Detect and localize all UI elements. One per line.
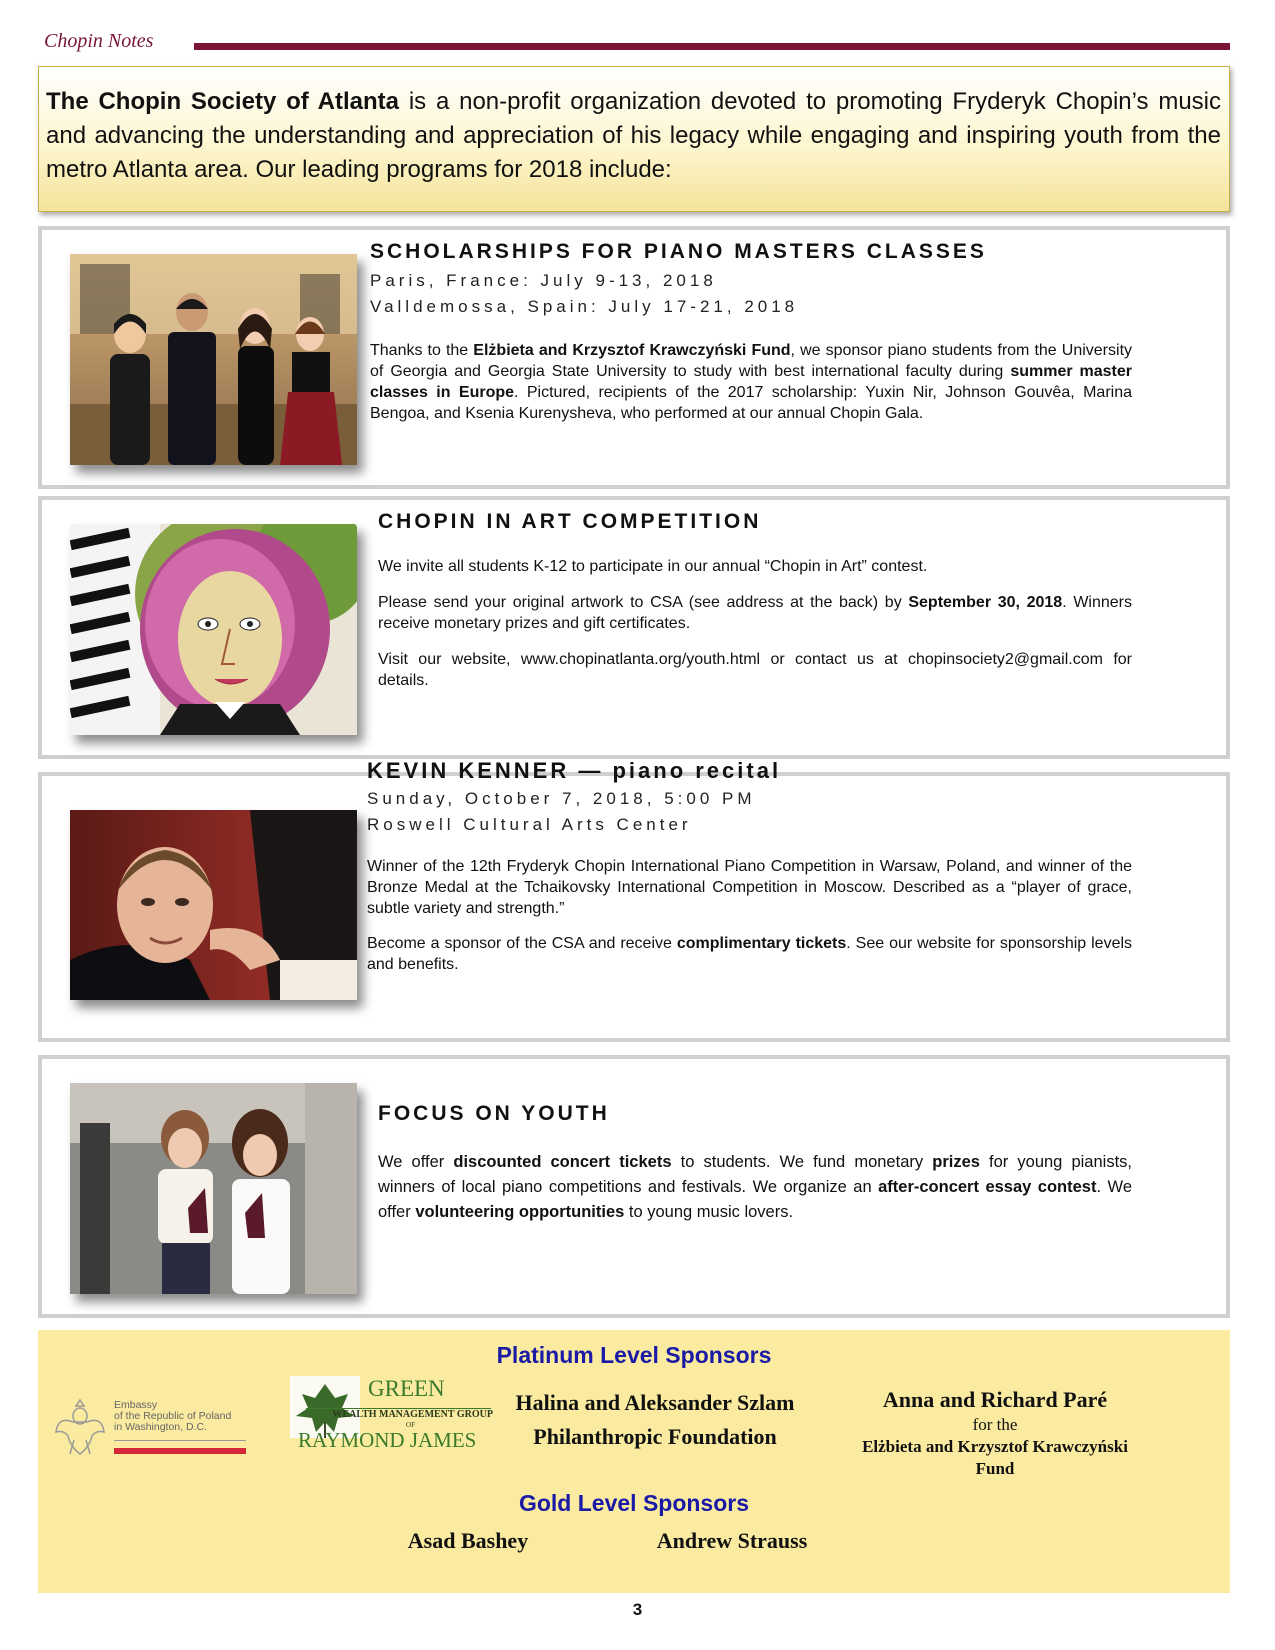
chopin-art-deadline: September 30, 2018 xyxy=(908,594,1063,611)
youth-description xyxy=(378,1150,1132,1225)
page-number: 3 xyxy=(632,1600,643,1619)
kenner-sponsor-text: Become a sponsor of the CSA and receive xyxy=(367,935,677,952)
pare-names: Anna and Richard Paré xyxy=(882,1387,1108,1412)
pare-fund-word: Fund xyxy=(975,1459,1015,1478)
youth-photo-image xyxy=(70,1083,357,1294)
szlam-line-1: Halina and Aleksander Szlam xyxy=(515,1390,795,1415)
scholarships-section xyxy=(370,240,1132,424)
sponsors-panel xyxy=(38,1330,1230,1593)
scholarships-paris-dates: Paris, France: July 9-13, 2018 xyxy=(370,271,717,290)
intro-text: is a non-profit organization devoted to promoting Fryderyk Chopin’s music and advancing the understanding and appreciation of his legacy while engaging and inspiring youth from the metro Atlanta area. Our leading programs for 2018 include: xyxy=(46,88,1222,183)
raymond-james-name: RAYMOND JAMES xyxy=(298,1428,477,1452)
youth-heading: FOCUS ON YOUTH xyxy=(378,1102,610,1125)
scholarships-text-1: Thanks to the xyxy=(370,342,474,359)
chopin-art-invite: We invite all students K-12 to participate in our annual “Chopin in Art” contest. xyxy=(378,558,928,575)
krawczynski-fund-name: Elżbieta and Krzysztof Krawczyński Fund xyxy=(473,342,791,359)
youth-section xyxy=(378,1102,1132,1225)
embassy-line-1: Embassy xyxy=(114,1399,158,1411)
chopin-art-prizes-text: . Winners receive monetary prizes and gift certificates. xyxy=(378,594,1133,632)
youth-text-5: to young music lovers. xyxy=(624,1203,794,1221)
green-logo-word: GREEN xyxy=(368,1376,445,1401)
chopin-art-contact: Visit our website, www.chopinatlanta.org/youth.html or contact us at chopinsociety2@gmail.com for details. xyxy=(378,651,1132,689)
summer-master-classes: summer master classes in Europe xyxy=(370,363,1133,401)
embassy-sponsor xyxy=(54,1396,284,1466)
youth-prizes: prizes xyxy=(932,1153,980,1171)
gold-sponsor-strauss: Andrew Strauss xyxy=(656,1528,808,1553)
chopin-artwork-image xyxy=(70,524,357,735)
kenner-sponsor-note xyxy=(367,933,1132,975)
embassy-rule xyxy=(114,1440,246,1441)
gold-sponsors-heading: Gold Level Sponsors xyxy=(518,1490,750,1516)
scholarships-text-2: , we sponsor piano students from the University of Georgia and Georgia State University to study with best international faculty during xyxy=(370,342,1133,380)
youth-text-1: We offer xyxy=(378,1153,454,1171)
essay-contest: after-concert essay contest xyxy=(878,1178,1097,1196)
intro-org-name: The Chopin Society of Atlanta xyxy=(46,88,400,115)
intro-box xyxy=(38,66,1230,212)
embassy-red-bar xyxy=(114,1448,246,1454)
polish-eagle-icon xyxy=(54,1396,106,1458)
volunteering-opportunities: volunteering opportunities xyxy=(415,1203,625,1221)
scholarships-heading: SCHOLARSHIPS FOR PIANO MASTERS CLASSES xyxy=(370,240,987,263)
young-pianists-photo xyxy=(70,1083,357,1294)
szlam-line-2: Philanthropic Foundation xyxy=(533,1424,777,1449)
pare-for-the: for the xyxy=(972,1415,1018,1434)
kenner-venue: Roswell Cultural Arts Center xyxy=(367,815,692,834)
discounted-tickets: discounted concert tickets xyxy=(453,1153,672,1171)
scholarship-photo-image xyxy=(70,254,357,465)
kenner-photo-image xyxy=(70,810,357,1000)
kenner-heading: KEVIN KENNER — piano recital xyxy=(367,758,782,783)
kenner-sponsor-levels-text: . See our website for sponsorship levels and benefits. xyxy=(367,935,1133,973)
green-wealth-sponsor xyxy=(288,1376,493,1476)
pare-sponsor xyxy=(830,1386,1160,1480)
szlam-foundation-sponsor xyxy=(500,1386,810,1454)
youth-text-4: . We offer xyxy=(378,1178,1132,1221)
kenner-section xyxy=(367,758,1132,975)
chopin-art-submission xyxy=(378,592,1132,634)
kenner-bio: Winner of the 12th Fryderyk Chopin International Piano Competition in Warsaw, Poland, and winner of the Bronze Medal at the Tchaikovsky International Competition in Moscow. Described as a “player of grace, subtle variety and strength.” xyxy=(367,858,1132,917)
chopin-art-section xyxy=(378,510,1132,691)
youth-text-2: to students. We fund monetary xyxy=(671,1153,933,1171)
chopin-portrait-artwork xyxy=(70,524,357,735)
youth-text-3: for young pianists, winners of local piano competitions and festivals. We organize an xyxy=(378,1153,1132,1196)
scholarships-text-3: . Pictured, recipients of the 2017 scholarship: Yuxin Nir, Johnson Gouvêa, Marina Bengoa, and Ksenia Kurenysheva, who performed at our annual Chopin Gala. xyxy=(370,384,1133,422)
kevin-kenner-photo xyxy=(70,810,357,1000)
pare-fund-name: Elżbieta and Krzysztof Krawczyński xyxy=(862,1437,1128,1456)
gold-sponsor-bashey: Asad Bashey xyxy=(407,1528,529,1553)
green-logo-subtitle: WEALTH MANAGEMENT GROUP xyxy=(332,1409,493,1420)
kenner-date: Sunday, October 7, 2018, 5:00 PM xyxy=(367,789,756,808)
header-rule xyxy=(194,43,1230,50)
scholarship-recipients-photo xyxy=(70,254,357,465)
green-logo-of: OF xyxy=(406,1421,415,1429)
chopin-art-submission-text: Please send your original artwork to CSA (see address at the back) by xyxy=(378,594,909,611)
embassy-line-3: in Washington, D.C. xyxy=(114,1421,207,1433)
complimentary-tickets: complimentary tickets xyxy=(676,935,847,952)
scholarships-valldemossa-dates: Valldemossa, Spain: July 17-21, 2018 xyxy=(370,297,799,316)
embassy-line-2: of the Republic of Poland xyxy=(114,1410,232,1422)
chopin-art-heading: CHOPIN IN ART COMPETITION xyxy=(378,510,762,533)
platinum-sponsors-heading: Platinum Level Sponsors xyxy=(496,1342,772,1368)
scholarships-description xyxy=(370,340,1132,424)
newsletter-title: Chopin Notes xyxy=(44,30,154,52)
